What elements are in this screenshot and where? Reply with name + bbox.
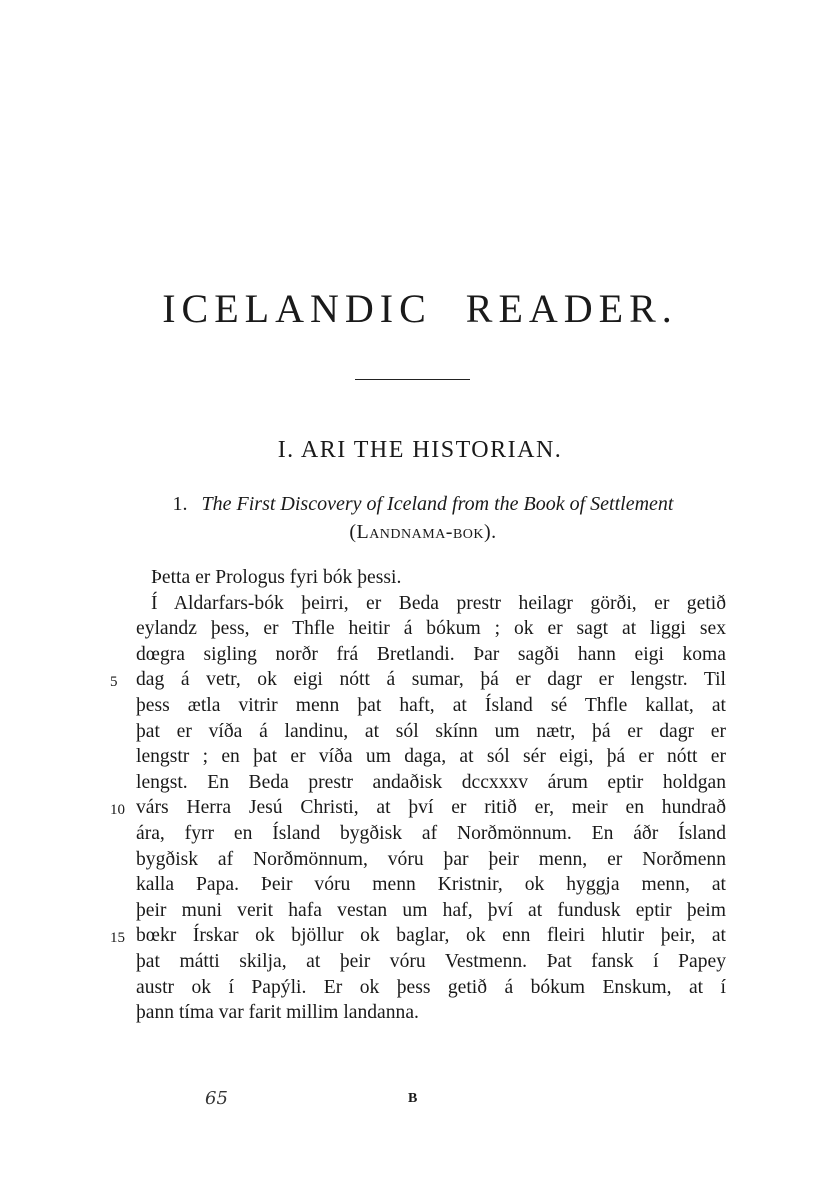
text-line: þeir muni verit hafa vestan um haf, því at fundusk eptir þeim: [136, 899, 726, 921]
text-line: Í Aldarfars-bók þeirri, er Beda prestr heilagr görði, er getið: [151, 592, 726, 614]
text-line-wrapper: [110, 795, 726, 821]
signature-mark: B: [408, 1091, 418, 1106]
text-line: austr ok í Papýli. Er ok þess getið á bókum Enskum, at í: [136, 976, 726, 998]
text-line: lengst. En Beda prestr andaðisk dccxxxv árum eptir holdgan: [136, 771, 726, 793]
text-line: bygðisk af Norðmönnum, vóru þar þeir menn, er Norðmenn: [136, 848, 726, 870]
text-line-wrapper: [110, 667, 726, 693]
line-number: 5: [110, 674, 118, 691]
pencil-annotation: 65: [205, 1088, 228, 1109]
section-heading: [118, 490, 728, 546]
text-line: þat er víða á landinu, at sól skínn um nætr, þá er dagr er: [136, 720, 726, 742]
section-title: The First Discovery of Iceland from the Book of Settlement: [201, 493, 674, 515]
section-title-line: [118, 490, 728, 518]
text-line: dœgra sigling norðr frá Bretlandi. Þar sagði hann eigi koma: [136, 643, 726, 665]
page-footer: [0, 1088, 840, 1118]
line-number: 15: [110, 930, 125, 947]
text-line-wrapper: [110, 923, 726, 949]
text-line: várs Herra Jesú Christi, at því er ritið er, meir en hundrað: [136, 797, 726, 819]
body-text: [110, 565, 726, 1026]
book-title: ICELANDIC READER.: [162, 286, 678, 331]
text-line: þess ætla vitrir menn þat haft, at Ísland sé Thfle kallat, at: [136, 694, 726, 716]
text-line: ára, fyrr en Ísland bygðisk af Norðmönnum. En áðr Ísland: [136, 822, 726, 844]
text-line: kalla Papa. Þeir vóru menn Kristnir, ok hyggja menn, at: [136, 874, 726, 896]
section-subtitle: (Landnama-bok).: [349, 521, 497, 543]
section-number: 1.: [172, 493, 188, 515]
chapter-heading: I. ARI THE HISTORIAN.: [277, 437, 563, 463]
text-line: dag á vetr, ok eigi nótt á sumar, þá er dagr er lengstr. Til: [136, 669, 726, 691]
text-line: lengstr ; en þat er víða um daga, at sól sér eigi, þá er nótt er: [136, 746, 726, 768]
text-line: bœkr Írskar ok bjöllur ok baglar, ok enn fleiri hlutir þeir, at: [136, 925, 726, 947]
text-line: þann tíma var farit millim landanna.: [136, 1002, 419, 1024]
text-line: Þetta er Prologus fyri bók þessi.: [151, 567, 402, 588]
title-divider: [355, 379, 470, 380]
line-number: 10: [110, 802, 125, 819]
text-line: eylandz þess, er Thfle heitir á bókum ; ok er sagt at liggi sex: [136, 618, 726, 640]
text-line: þat mátti skilja, at þeir vóru Vestmenn. Þat fansk í Papey: [136, 950, 726, 972]
